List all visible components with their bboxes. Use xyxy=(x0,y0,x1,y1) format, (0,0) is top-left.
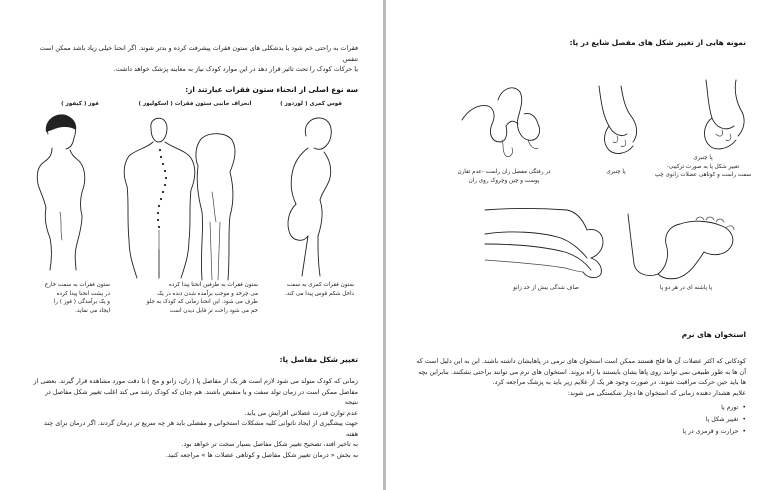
caption-line: می چرخد و موجب برآمده شدن دنده در یک xyxy=(157,290,258,297)
intro-paragraph xyxy=(30,43,358,75)
caption-line: خم می شود راحت تر قابل دیدن است xyxy=(169,307,258,314)
deformity-line: به تاخیر افتد، تصحیح تغییر شکل مفاصل بسیار سخت تر خواهد بود. xyxy=(181,440,358,448)
scoliosis-caption xyxy=(130,281,258,315)
hip-dislocation-figure xyxy=(458,80,558,165)
right-page xyxy=(386,0,768,490)
knees-caption: صاف شدگی بیش از حد زانو xyxy=(513,285,579,291)
forward-bend-figure xyxy=(190,132,240,282)
caption-line: سمت راست و کوتاهی عضلات زانوی چپ xyxy=(654,172,752,178)
caption-line: تغییر شکل پا به صورت ترکیبی- xyxy=(666,163,740,170)
soft-bones-line: ها باید حین حرکت مراقبت شوند. در صورت وجود هر یک از علایم زیر باید به پزشک مراجعه کرد. xyxy=(492,378,746,386)
examples-heading: نمونه هایی از تغییر شکل های مفصل شایع در پا: xyxy=(569,38,746,47)
caption-line: طرف می شود. این انحنا زمانی که کودک به جلو xyxy=(146,299,258,305)
deformity-line: عدم توازن قدرت عضلانی افزایش می یابد. xyxy=(244,408,358,417)
deformity-paragraph xyxy=(30,376,358,460)
calcaneus-feet-figure xyxy=(618,212,748,282)
deformity-line: زمانی که کودک متولد می شود لازم است هر یک از مفاصل پا ( ران، زانو و مچ ) با دقت مورد مشاهده قرار گیرند. بعضی از xyxy=(33,377,358,385)
combined-deformity-figure xyxy=(686,78,756,163)
caption-line: و یک برآمدگی ( قوز ) را xyxy=(53,299,110,305)
intro-line: فقرات به راحتی خم شود یا بدشکلی های ستون فقرات پیشرفت کرده و بدتر شوند. اگر انحنا خیلی زیاد باشد ممکن است تنفس xyxy=(39,44,358,63)
hip-caption xyxy=(452,168,556,185)
deformity-heading: تغییر شکل مفاصل پا: xyxy=(279,355,358,364)
intro-line: یا حرکات کودک را تحت تاثیر قرار دهد در این موارد کودک نیاز به معاینه پزشک خواهد داشت. xyxy=(113,65,358,73)
caption-line: پا چنبری xyxy=(606,169,626,175)
deformity-line: جهت پیشگیری از ایجاد ناتوانی کلیه مشکلات استخوانی و مفصلی باید هر چه سریع تر درمان گردند. اگر درمان برای چند هفته xyxy=(43,419,358,438)
lordosis-caption xyxy=(262,281,354,298)
list-item xyxy=(586,414,746,426)
warning-sign-text: حرارت و قرمزی در پا xyxy=(682,428,739,435)
knee-hyperextension-figure xyxy=(481,200,611,280)
kyphosis-caption xyxy=(18,281,110,315)
bullet-icon: • xyxy=(738,416,746,423)
warning-signs-list xyxy=(586,402,746,438)
combo-caption xyxy=(648,154,758,180)
scoliosis-label: انحراف جانبی ستون فقرات ( اسکولیوز ) xyxy=(138,101,252,107)
bullet-icon: • xyxy=(738,404,746,411)
caption-line: در رفتگی مفصل ران راست -عدم تقارن xyxy=(457,169,551,175)
deformity-line: مفاصل ممکن است در زمان تولد سفت و یا منقبض باشند. هم چنان که کودک رشد می کند اغلب تغییر شکل مفاصل در نتیجه xyxy=(44,387,358,406)
caption-line: ستون فقرات کمری به سمت xyxy=(286,282,354,288)
warning-sign-text: تغییر شکل پا xyxy=(705,416,739,423)
clubfoot-single-caption xyxy=(596,168,636,177)
soft-bones-line: آن ها به طور طبیعی نمی توانند روی پاها یشان بایستند یا راه بروند. استخوان های نرم می توانند براحتی بشکنند. بنابراین بچه xyxy=(418,367,746,376)
soft-bones-heading: استخوان های نرم xyxy=(681,330,746,339)
caption-line: ایجاد می نماید. xyxy=(75,307,110,314)
feet-caption: پا پاشنه ای در هر دو پا xyxy=(659,285,713,291)
bullet-icon: • xyxy=(738,428,746,435)
list-item xyxy=(586,402,746,414)
caption-line: ستون فقرات به طرفین انحنا پیدا کرده xyxy=(168,282,258,288)
caption-line: داخل شکم قوس پیدا می کند. xyxy=(285,290,354,297)
soft-bones-paragraph xyxy=(416,356,746,398)
soft-bones-line: علایم هشدار دهنده زمانی که استخوان ها دچار شکستگی می شوند: xyxy=(567,388,746,397)
kyphosis-label: قوز ( کیفوز ) xyxy=(61,101,99,107)
warning-sign-text: تورم پا xyxy=(721,404,739,411)
caption-line: ستون فقرات به سمت خارج xyxy=(44,282,110,288)
deformity-line: به بخش « درمان تغییر شکل مفاصل و کوتاهی عضلات ها » مراجعه کنید. xyxy=(165,450,358,459)
clubfoot-single-figure xyxy=(591,82,651,162)
lordosis-label: قوس کمری ( لوردوز ) xyxy=(280,101,342,107)
caption-line: پوست و چین وچروک روی ران xyxy=(468,177,540,184)
soft-bones-line: کودکانی که اکثر عضلات آن ها فلج هستند ممکن است استخوان های نرمی در پاهایشان داشته باشند. این به این دلیل است که xyxy=(416,357,746,365)
lordosis-figure xyxy=(278,112,348,277)
caption-line: پا چنبری xyxy=(693,155,713,161)
kyphosis-figure xyxy=(30,112,100,272)
list-item xyxy=(586,426,746,438)
spine-heading: سه نوع اصلی از انحناء ستون فقرات عبارتند از: xyxy=(185,85,358,94)
caption-line: در پشت انحنا پیدا کرده xyxy=(56,290,110,297)
